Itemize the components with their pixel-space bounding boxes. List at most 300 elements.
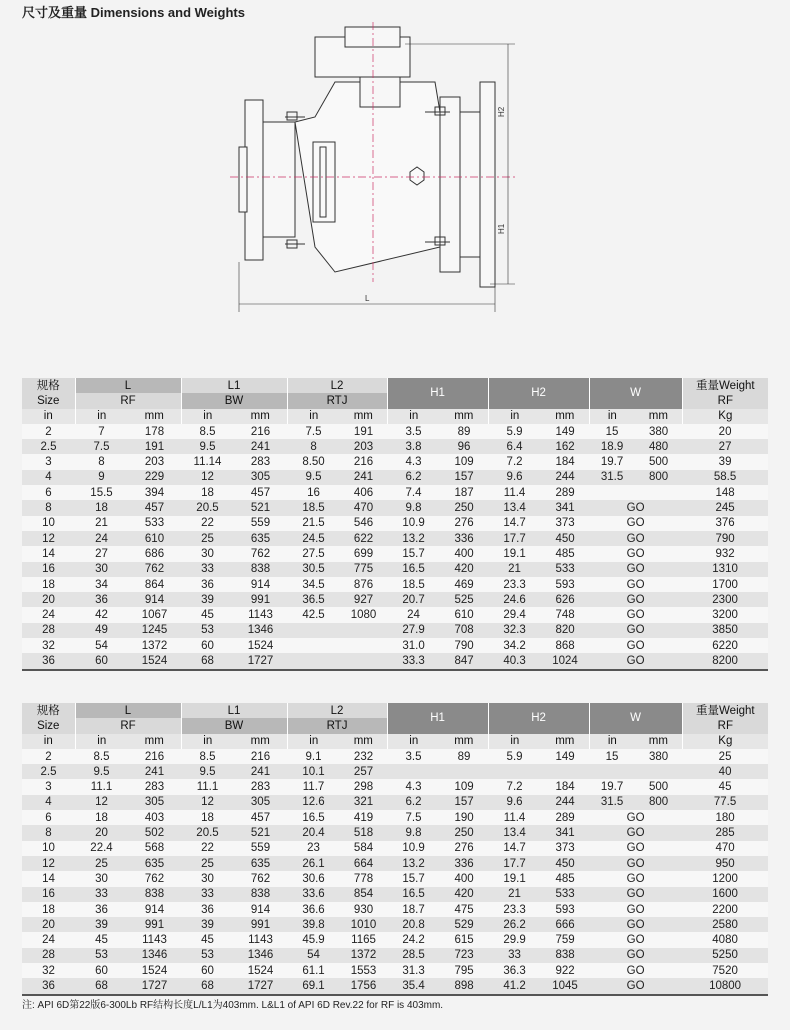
- table-cell: 9.5: [181, 439, 234, 454]
- table-cell: 14: [22, 546, 75, 561]
- table-cell: 19.1: [488, 546, 541, 561]
- table-cell: 6.2: [387, 795, 440, 810]
- header-weight: 重量Weight: [682, 703, 768, 718]
- table-cell: 283: [234, 779, 287, 794]
- table-cell: 20.5: [181, 825, 234, 840]
- table-cell: 45: [682, 779, 768, 794]
- table-cell: 216: [234, 424, 287, 439]
- table-cell: 11.4: [488, 810, 541, 825]
- table-cell: 6: [22, 485, 75, 500]
- table-cell: 7: [75, 424, 128, 439]
- table-cell: 7.5: [75, 439, 128, 454]
- header-rtj: RTJ: [287, 718, 387, 733]
- table-row: [22, 439, 768, 454]
- table-cell: 16: [22, 562, 75, 577]
- table-cell: 1524: [234, 638, 287, 653]
- table-cell: 1553: [340, 963, 387, 978]
- unit-mm: mm: [541, 409, 589, 424]
- table-cell: 1024: [541, 653, 589, 669]
- header-l1: L1: [181, 703, 287, 718]
- table-cell: 250: [440, 825, 488, 840]
- table-cell: 4: [22, 470, 75, 485]
- unit-in: in: [181, 409, 234, 424]
- table-cell: 8.5: [181, 749, 234, 764]
- table-cell: 10.9: [387, 516, 440, 531]
- table-cell: 89: [440, 424, 488, 439]
- table-cell: 932: [682, 546, 768, 561]
- table-cell: 19.7: [589, 779, 635, 794]
- table-cell: 1727: [234, 978, 287, 994]
- table-cell: 25: [181, 531, 234, 546]
- table-cell: 15.5: [75, 485, 128, 500]
- table-cell: 8: [75, 454, 128, 469]
- header-weight-rf: RF: [682, 718, 768, 733]
- table-cell: 191: [128, 439, 181, 454]
- table-cell: 149: [541, 424, 589, 439]
- table-cell: 216: [340, 454, 387, 469]
- table-cell: 18: [22, 577, 75, 592]
- unit-mm: mm: [440, 409, 488, 424]
- table-cell: 241: [234, 439, 287, 454]
- table-cell: 24: [22, 932, 75, 947]
- table-cell: 190: [440, 810, 488, 825]
- table-cell: 450: [541, 531, 589, 546]
- table-cell: 31.0: [387, 638, 440, 653]
- table-cell: 244: [541, 470, 589, 485]
- table-cell: 759: [541, 932, 589, 947]
- table-cell: 12: [22, 856, 75, 871]
- table-cell: 470: [340, 500, 387, 515]
- table-cell: 723: [440, 948, 488, 963]
- table-cell: 250: [440, 500, 488, 515]
- table-cell: 7.5: [387, 810, 440, 825]
- table-cell: 33: [488, 948, 541, 963]
- table-cell: 26.2: [488, 917, 541, 932]
- table-cell: 18.9: [589, 439, 635, 454]
- table-cell: 36: [22, 978, 75, 994]
- table-cell: 485: [541, 871, 589, 886]
- table-cell: 394: [128, 485, 181, 500]
- table-cell: 18: [22, 902, 75, 917]
- table-cell: 157: [440, 470, 488, 485]
- table-cell: 380: [635, 424, 682, 439]
- table-cell: 8: [22, 825, 75, 840]
- table-cell: 12.6: [287, 795, 340, 810]
- table-cell: 14.7: [488, 516, 541, 531]
- table-cell: 61.1: [287, 963, 340, 978]
- table-row: [22, 577, 768, 592]
- table-cell: 1200: [682, 871, 768, 886]
- table-cell: 2.5: [22, 439, 75, 454]
- table-cell: 1372: [128, 638, 181, 653]
- table-cell: 289: [541, 810, 589, 825]
- header-h1: H1: [387, 703, 488, 734]
- table-cell: 485: [541, 546, 589, 561]
- table-cell: 457: [234, 810, 287, 825]
- table-cell: 336: [440, 856, 488, 871]
- table-cell: 12: [75, 795, 128, 810]
- table-cell: 28: [22, 948, 75, 963]
- unit-mm: mm: [234, 409, 287, 424]
- table-cell: 775: [340, 562, 387, 577]
- table-cell: 30: [181, 871, 234, 886]
- table-cell: 2: [22, 424, 75, 439]
- table-cell: 28.5: [387, 948, 440, 963]
- unit-in: in: [181, 734, 234, 749]
- header-spec: 规格: [22, 703, 75, 718]
- header-bw: BW: [181, 393, 287, 408]
- table-cell: 39.8: [287, 917, 340, 932]
- footnote: 注: API 6D第22版6-300Lb RF结构长度L/L1为403mm. L&L1 of API 6D Rev.22 for RF is 403mm.: [22, 1000, 444, 1011]
- table-cell: 36: [22, 653, 75, 669]
- table-row: [22, 779, 768, 794]
- table-cell: 24: [22, 607, 75, 622]
- table-cell: 18: [75, 500, 128, 515]
- header-size: Size: [22, 718, 75, 733]
- table-cell: 868: [541, 638, 589, 653]
- table-cell: 615: [440, 932, 488, 947]
- table-cell: 22: [181, 841, 234, 856]
- table-cell: 991: [128, 917, 181, 932]
- table-cell: 27.9: [387, 623, 440, 638]
- table-cell: 854: [340, 887, 387, 902]
- table-cell: 24.6: [488, 592, 541, 607]
- table-cell: 305: [234, 470, 287, 485]
- table-cell: [440, 764, 488, 779]
- table-cell: 30.6: [287, 871, 340, 886]
- table-cell: 686: [128, 546, 181, 561]
- table-row: [22, 653, 768, 669]
- unit-in: in: [22, 734, 75, 749]
- table-cell: 838: [128, 887, 181, 902]
- table-cell: 529: [440, 917, 488, 932]
- table-cell: GO: [589, 592, 682, 607]
- dimensions-table-2: [22, 703, 768, 996]
- table-row: [22, 562, 768, 577]
- table-row: [22, 841, 768, 856]
- table-cell: 1080: [340, 607, 387, 622]
- table-cell: 13.4: [488, 825, 541, 840]
- table-cell: 17.7: [488, 531, 541, 546]
- table-cell: 58.5: [682, 470, 768, 485]
- table-cell: 1310: [682, 562, 768, 577]
- unit-in: in: [488, 734, 541, 749]
- table-cell: 9.8: [387, 500, 440, 515]
- table-cell: 9.5: [75, 764, 128, 779]
- table-cell: 898: [440, 978, 488, 994]
- table-cell: 20.4: [287, 825, 340, 840]
- table-row: [22, 887, 768, 902]
- table-row: [22, 764, 768, 779]
- header-spec: 规格: [22, 378, 75, 393]
- table-cell: 36.5: [287, 592, 340, 607]
- table-cell: 1143: [128, 932, 181, 947]
- table-cell: 245: [682, 500, 768, 515]
- table-row: [22, 424, 768, 439]
- table-cell: 20: [22, 592, 75, 607]
- table-cell: 42.5: [287, 607, 340, 622]
- table-cell: 157: [440, 795, 488, 810]
- dimensions-table-1: [22, 378, 768, 671]
- header-l: L: [75, 378, 181, 393]
- table-cell: 593: [541, 577, 589, 592]
- table-cell: 178: [128, 424, 181, 439]
- table-cell: 762: [234, 546, 287, 561]
- table-cell: 21.5: [287, 516, 340, 531]
- table-cell: GO: [589, 917, 682, 932]
- table-cell: 518: [340, 825, 387, 840]
- h2-label: H2: [497, 106, 506, 117]
- table-cell: 321: [340, 795, 387, 810]
- table-cell: [287, 623, 340, 638]
- table-cell: [340, 653, 387, 669]
- table-cell: 1143: [234, 932, 287, 947]
- table-cell: [635, 764, 682, 779]
- table-cell: GO: [589, 948, 682, 963]
- table-cell: 23: [287, 841, 340, 856]
- table-cell: 991: [234, 917, 287, 932]
- table-cell: 289: [541, 485, 589, 500]
- table-cell: 914: [234, 902, 287, 917]
- table-cell: 20.7: [387, 592, 440, 607]
- table-cell: [488, 764, 541, 779]
- table-row: [22, 917, 768, 932]
- table-cell: 930: [340, 902, 387, 917]
- table-cell: 14: [22, 871, 75, 886]
- table-cell: 276: [440, 841, 488, 856]
- table-cell: 33.3: [387, 653, 440, 669]
- table-cell: 60: [75, 653, 128, 669]
- table-cell: 3: [22, 779, 75, 794]
- table-cell: 3200: [682, 607, 768, 622]
- table-cell: 10800: [682, 978, 768, 994]
- table-cell: 36: [75, 902, 128, 917]
- unit-mm: mm: [128, 734, 181, 749]
- table-cell: GO: [589, 963, 682, 978]
- table-cell: 20: [682, 424, 768, 439]
- valve-drawing: [225, 22, 525, 322]
- table-cell: 403: [128, 810, 181, 825]
- unit-in: in: [22, 409, 75, 424]
- table-cell: 699: [340, 546, 387, 561]
- table-cell: 341: [541, 825, 589, 840]
- table-cell: GO: [589, 978, 682, 994]
- unit-in: in: [387, 734, 440, 749]
- table-cell: 950: [682, 856, 768, 871]
- table-cell: 20: [75, 825, 128, 840]
- table-cell: 6.2: [387, 470, 440, 485]
- table-row: [22, 592, 768, 607]
- table-cell: 1143: [234, 607, 287, 622]
- header-rtj: RTJ: [287, 393, 387, 408]
- table-cell: 45.9: [287, 932, 340, 947]
- table-cell: 9.1: [287, 749, 340, 764]
- table-cell: 546: [340, 516, 387, 531]
- table-cell: 244: [541, 795, 589, 810]
- table-cell: 31.3: [387, 963, 440, 978]
- table-cell: 419: [340, 810, 387, 825]
- table-cell: 216: [234, 749, 287, 764]
- unit-mm: mm: [635, 734, 682, 749]
- table-cell: 96: [440, 439, 488, 454]
- table-cell: 54: [75, 638, 128, 653]
- table-cell: 635: [234, 531, 287, 546]
- table-cell: 469: [440, 577, 488, 592]
- table-cell: 1067: [128, 607, 181, 622]
- table-cell: 77.5: [682, 795, 768, 810]
- table-cell: 11.4: [488, 485, 541, 500]
- table-cell: 470: [682, 841, 768, 856]
- table-cell: 2580: [682, 917, 768, 932]
- table-cell: 622: [340, 531, 387, 546]
- table-cell: 13.4: [488, 500, 541, 515]
- table-cell: 36.6: [287, 902, 340, 917]
- table-cell: 32: [22, 963, 75, 978]
- table-cell: 922: [541, 963, 589, 978]
- table-cell: 187: [440, 485, 488, 500]
- table-row: [22, 810, 768, 825]
- table-row: [22, 871, 768, 886]
- table-cell: 790: [440, 638, 488, 653]
- table-cell: 533: [541, 562, 589, 577]
- table-cell: 10: [22, 841, 75, 856]
- table-cell: 34.5: [287, 577, 340, 592]
- table-cell: 1600: [682, 887, 768, 902]
- table-cell: 7.5: [287, 424, 340, 439]
- table-row: [22, 470, 768, 485]
- table-cell: 3.5: [387, 424, 440, 439]
- table-cell: 533: [541, 887, 589, 902]
- table-cell: 610: [128, 531, 181, 546]
- table-cell: 664: [340, 856, 387, 871]
- table-cell: 232: [340, 749, 387, 764]
- table-cell: 257: [340, 764, 387, 779]
- header-h1: H1: [387, 378, 488, 409]
- table-cell: 36: [181, 577, 234, 592]
- table-cell: 203: [340, 439, 387, 454]
- table-cell: 12: [22, 531, 75, 546]
- table-cell: 18: [75, 810, 128, 825]
- table-cell: 1524: [128, 653, 181, 669]
- table-cell: 800: [635, 470, 682, 485]
- table-cell: 7.2: [488, 779, 541, 794]
- table-cell: 336: [440, 531, 488, 546]
- table-cell: 4.3: [387, 779, 440, 794]
- table-row: [22, 856, 768, 871]
- table-cell: GO: [589, 623, 682, 638]
- table-row: [22, 623, 768, 638]
- table-cell: 914: [128, 902, 181, 917]
- header-size: Size: [22, 393, 75, 408]
- table-cell: 3.5: [387, 749, 440, 764]
- table-cell: 15.7: [387, 546, 440, 561]
- table-cell: 8.5: [181, 424, 234, 439]
- table-cell: 15.7: [387, 871, 440, 886]
- table-cell: 778: [340, 871, 387, 886]
- table-cell: 420: [440, 887, 488, 902]
- table-cell: 762: [128, 562, 181, 577]
- table-cell: 16: [22, 887, 75, 902]
- table-cell: 28: [22, 623, 75, 638]
- table-cell: 9.6: [488, 795, 541, 810]
- table-cell: 500: [635, 454, 682, 469]
- table-cell: 9.8: [387, 825, 440, 840]
- table-cell: 525: [440, 592, 488, 607]
- table-cell: GO: [589, 500, 682, 515]
- table-cell: 33.6: [287, 887, 340, 902]
- l-label: L: [365, 294, 370, 303]
- table-cell: 2200: [682, 902, 768, 917]
- table-cell: 7.2: [488, 454, 541, 469]
- table-cell: 610: [440, 607, 488, 622]
- table-cell: 521: [234, 825, 287, 840]
- table-cell: 285: [682, 825, 768, 840]
- table-cell: 31.5: [589, 470, 635, 485]
- table-cell: 39: [682, 454, 768, 469]
- table-cell: 635: [128, 856, 181, 871]
- table-cell: 149: [541, 749, 589, 764]
- h1-label: H1: [497, 223, 506, 234]
- table-cell: 18.7: [387, 902, 440, 917]
- table-cell: 148: [682, 485, 768, 500]
- table-cell: 305: [234, 795, 287, 810]
- table-cell: [340, 623, 387, 638]
- table-cell: 16.5: [387, 887, 440, 902]
- table-cell: 341: [541, 500, 589, 515]
- unit-in: in: [75, 409, 128, 424]
- unit-kg: Kg: [682, 409, 768, 424]
- table-cell: 36: [75, 592, 128, 607]
- table-cell: 54: [287, 948, 340, 963]
- table-cell: GO: [589, 932, 682, 947]
- table-row: [22, 516, 768, 531]
- table-cell: 69.1: [287, 978, 340, 994]
- table-cell: 68: [181, 653, 234, 669]
- table-cell: 795: [440, 963, 488, 978]
- table-cell: 7520: [682, 963, 768, 978]
- unit-in: in: [488, 409, 541, 424]
- table-row: [22, 454, 768, 469]
- table-cell: 626: [541, 592, 589, 607]
- unit-mm: mm: [541, 734, 589, 749]
- table-cell: 22: [181, 516, 234, 531]
- page-title: 尺寸及重量 Dimensions and Weights: [22, 5, 245, 20]
- table-cell: GO: [589, 562, 682, 577]
- table-cell: 502: [128, 825, 181, 840]
- table-cell: [589, 764, 635, 779]
- header-h2: H2: [488, 378, 589, 409]
- table-cell: 450: [541, 856, 589, 871]
- table-cell: 1346: [128, 948, 181, 963]
- table-cell: 1165: [340, 932, 387, 947]
- table-cell: 24.5: [287, 531, 340, 546]
- table-cell: 1727: [128, 978, 181, 994]
- table-cell: GO: [589, 902, 682, 917]
- table-cell: 10: [22, 516, 75, 531]
- table-cell: GO: [589, 577, 682, 592]
- table-cell: 991: [234, 592, 287, 607]
- table-cell: 11.7: [287, 779, 340, 794]
- table-row: [22, 485, 768, 500]
- table-cell: 1700: [682, 577, 768, 592]
- header-weight-rf: RF: [682, 393, 768, 408]
- table-cell: 203: [128, 454, 181, 469]
- table-1-body: [22, 424, 768, 670]
- table-cell: 29.4: [488, 607, 541, 622]
- table-row: [22, 795, 768, 810]
- table-cell: 20.5: [181, 500, 234, 515]
- table-cell: GO: [589, 841, 682, 856]
